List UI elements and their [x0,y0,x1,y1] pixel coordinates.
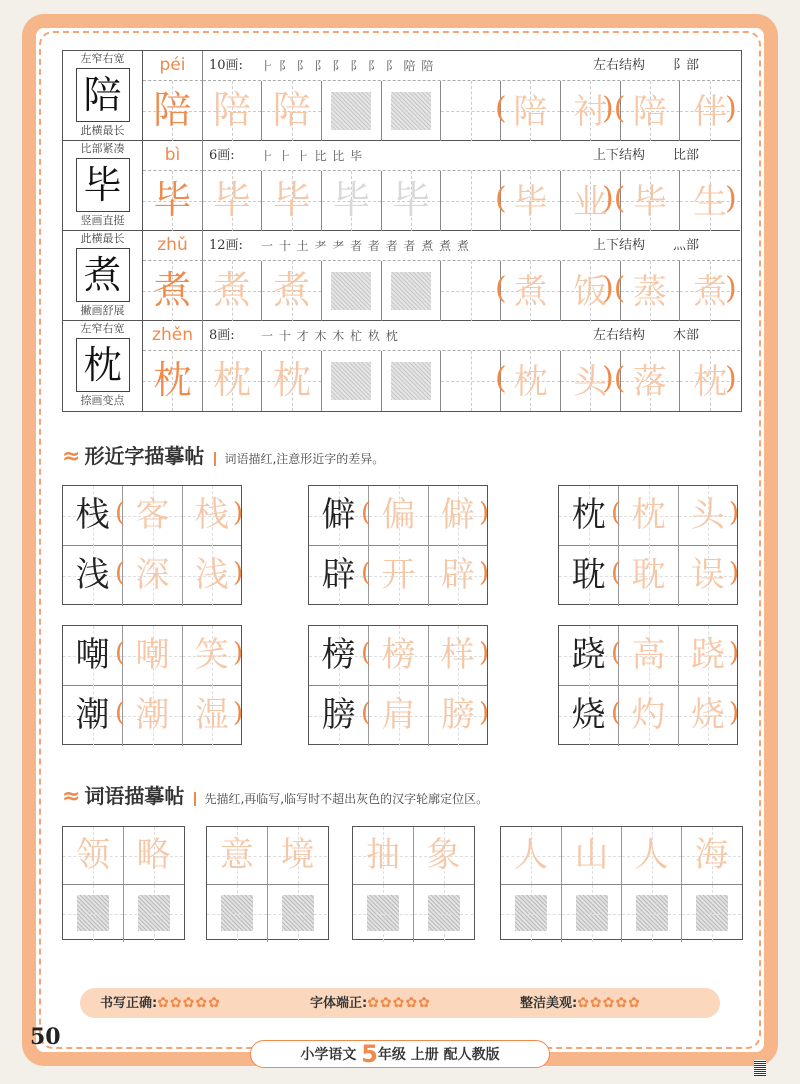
model-character: 陪 [76,68,130,122]
copy-cell[interactable] [322,81,382,141]
assessment-item: 字体端正:✿✿✿✿✿ [310,995,431,1011]
word-trace-cell[interactable]: 毕 [501,171,561,231]
word-trace-cell[interactable]: 头 [561,351,621,411]
paren-close: ) [479,698,490,728]
paren-open: ( [361,498,372,528]
paren-close: ) [725,271,737,306]
practice-grid [143,351,740,411]
practice-grid [143,171,740,231]
trace-cell[interactable]: 煮 [203,261,263,321]
word-trace-box [62,826,185,940]
paren-close: ) [479,498,490,528]
paren-open: ( [115,638,126,668]
word-copy-row [63,884,184,941]
similar-trace-cell[interactable]: 嘲 [122,626,181,686]
paren-open: ( [495,181,507,216]
word-trace-cell[interactable]: 蒸 [621,261,681,321]
character-side-panel [63,321,143,411]
paren-open: ( [495,271,507,306]
trace-cell[interactable]: 枕 [262,351,322,411]
similar-trace-cell[interactable]: 误 [678,546,737,606]
character-side-panel [63,141,143,230]
word-copy-cell[interactable] [63,885,123,942]
paren-close: ) [729,638,740,668]
copy-cell[interactable] [382,261,442,321]
paren-close: ) [479,558,490,588]
word-trace-cell[interactable]: 枕 [501,351,561,411]
word-trace-cell[interactable]: 业 [561,171,621,231]
word-copy-cell[interactable] [123,885,183,942]
trace-cell[interactable]: 陪 [203,81,263,141]
similar-trace-cell[interactable]: 榜 [368,626,427,686]
gray-trace-cell[interactable]: 毕 [382,171,442,231]
similar-char-row [309,626,490,686]
similar-trace-cell[interactable]: 头 [678,486,737,546]
word-copy-row [353,884,474,941]
stroke-order: 一 十 才 木 木 杧 杦 枕 [261,329,399,343]
similar-trace-cell[interactable]: 客 [122,486,181,546]
paren-open: ( [361,698,372,728]
trace-cell[interactable]: 陪 [262,81,322,141]
word-trace-cell[interactable]: 毕 [621,171,681,231]
paren-open: ( [361,558,372,588]
blank-cell[interactable] [441,171,501,231]
similar-char-box [62,625,242,745]
similar-char-box [62,485,242,605]
gray-trace-cell[interactable]: 毕 [322,171,382,231]
character-structure: 左右结构 [593,328,646,343]
outline-guide [636,895,668,931]
word-copy-row [207,884,328,941]
stroke-order: ⺊ ⻖ ⻖ 阝 阝 阝 阝 阝 陪 陪 [261,59,435,73]
pinyin: zhěn [143,321,203,351]
similar-char-row [63,686,244,746]
assessment-item: 书写正确:✿✿✿✿✿ [100,995,221,1011]
paren-open: ( [115,698,126,728]
model-character: 毕 [76,158,130,212]
word-trace-cell[interactable]: 煮 [680,261,740,321]
red-character-cell: 陪 [143,81,203,141]
pinyin: bì [143,141,203,171]
paren-open: ( [115,558,126,588]
book-footer: 小学语文 5年级 上册 配人教版 [250,1040,550,1068]
practice-grid [143,261,740,321]
copy-cell[interactable] [382,81,442,141]
word-copy-cell[interactable] [681,885,741,942]
word-copy-cell[interactable] [621,885,681,942]
similar-trace-cell[interactable]: 烧 [678,686,737,746]
trace-cell[interactable]: 毕 [203,171,263,231]
blank-cell[interactable] [441,81,501,141]
character-row [63,51,740,141]
similar-char-row [63,486,244,546]
grade-number: 5 [361,1040,378,1068]
word-trace-cell[interactable]: 领 [63,827,123,884]
paren-close: ) [725,91,737,126]
word-trace-cell[interactable]: 伴 [680,81,740,141]
stroke-count: 8画: [209,328,235,343]
paren-join: )( [602,181,626,216]
outline-guide [367,895,399,931]
outline-guide [576,895,608,931]
similar-trace-cell[interactable]: 僻 [428,486,487,546]
similar-char-box [558,485,738,605]
similar-trace-cell[interactable]: 灼 [618,686,677,746]
section-title-words: ≈ 词语描摹帖 先描红,再临写,临写时不超出灰色的汉字轮廓定位区。 [62,784,489,809]
similar-char-row [559,546,740,606]
similar-trace-cell[interactable]: 辟 [428,546,487,606]
word-copy-cell[interactable] [561,885,621,942]
paren-open: ( [495,91,507,126]
paren-open: ( [495,361,507,396]
radical: 阝部 [673,58,700,73]
similar-head-char: 僻 [309,486,368,546]
outline-guide [428,895,460,931]
word-trace-row [501,827,742,884]
similar-char-row [309,486,490,546]
word-trace-cell[interactable]: 山 [561,827,621,884]
paren-open: ( [611,498,622,528]
word-trace-row [353,827,474,884]
word-trace-cell[interactable]: 海 [681,827,741,884]
paren-join: )( [602,361,626,396]
word-trace-cell[interactable]: 人 [621,827,681,884]
page-number: 50 [30,1024,61,1050]
word-copy-cell[interactable] [267,885,327,942]
similar-head-char: 浅 [63,546,122,606]
word-trace-cell[interactable]: 人 [501,827,561,884]
corner-mark [754,1060,766,1076]
outline-guide [138,895,170,931]
red-character-cell: 煮 [143,261,203,321]
character-structure: 上下结构 [593,238,646,253]
radical: 灬部 [673,238,700,253]
paren-open: ( [611,638,622,668]
writing-tip-top: 比部紧凑 [80,142,125,155]
stroke-count: 6画: [209,148,235,163]
stroke-order: 一 十 土 耂 耂 者 者 者 者 煮 煮 煮 [261,239,470,253]
copy-cell[interactable] [382,351,442,411]
similar-trace-cell[interactable]: 跷 [678,626,737,686]
word-copy-cell[interactable] [413,885,473,942]
word-trace-cell[interactable]: 枕 [680,351,740,411]
similar-char-row [63,546,244,606]
section-note: 词语描红,注意形近字的差异。 [214,452,384,466]
paren-close: ) [725,361,737,396]
word-trace-cell[interactable]: 略 [123,827,183,884]
stroke-count: 12画: [209,238,243,253]
similar-head-char: 膀 [309,686,368,746]
character-practice-table [62,50,742,412]
self-assessment-bar [80,988,720,1018]
outline-guide [77,895,109,931]
character-row [63,141,740,231]
word-trace-cell[interactable]: 陪 [501,81,561,141]
similar-trace-cell[interactable]: 湿 [182,686,241,746]
similar-trace-cell[interactable]: 开 [368,546,427,606]
writing-tip-top: 此横最长 [80,232,125,245]
similar-char-box [308,485,488,605]
model-character: 枕 [76,338,130,392]
writing-tip-bottom: 捺画变点 [80,394,125,407]
similar-char-row [559,626,740,686]
word-trace-cell[interactable]: 陪 [621,81,681,141]
paren-close: ) [729,698,740,728]
stroke-info [203,231,740,261]
word-trace-box [352,826,475,940]
word-trace-cell[interactable]: 生 [680,171,740,231]
similar-head-char: 榜 [309,626,368,686]
similar-trace-cell[interactable]: 浅 [182,546,241,606]
word-trace-cell[interactable]: 煮 [501,261,561,321]
paren-close: ) [729,558,740,588]
paren-join: )( [602,271,626,306]
similar-head-char: 枕 [559,486,618,546]
similar-char-row [309,546,490,606]
copy-cell[interactable] [322,351,382,411]
similar-trace-cell[interactable]: 高 [618,626,677,686]
outline-guide [696,895,728,931]
copy-cell[interactable] [322,261,382,321]
similar-head-char: 嘲 [63,626,122,686]
similar-head-char: 潮 [63,686,122,746]
section-note: 先描红,再临写,临写时不超出灰色的汉字轮廓定位区。 [194,792,488,806]
similar-char-box [558,625,738,745]
writing-tip-top: 左窄右宽 [80,52,125,65]
outline-guide [515,895,547,931]
similar-trace-cell[interactable]: 肩 [368,686,427,746]
writing-tip-top: 左窄右宽 [80,322,125,335]
paren-join: )( [602,91,626,126]
star-rating[interactable]: ✿✿✿✿✿ [367,995,431,1011]
similar-char-row [309,686,490,746]
word-trace-cell[interactable]: 境 [267,827,327,884]
character-side-panel [63,51,143,140]
word-trace-cell[interactable]: 抽 [353,827,413,884]
similar-trace-cell[interactable]: 潮 [122,686,181,746]
stroke-order: ⺊ ⺊ ⺊ 比 比 毕 [261,149,364,163]
trace-cell[interactable]: 煮 [262,261,322,321]
word-trace-box [206,826,329,940]
paren-open: ( [611,558,622,588]
star-rating[interactable]: ✿✿✿✿✿ [157,995,221,1011]
model-character: 煮 [76,248,130,302]
star-rating[interactable]: ✿✿✿✿✿ [577,995,641,1011]
paren-close: ) [233,558,244,588]
paren-close: ) [725,181,737,216]
wave-icon: ≈ [62,444,81,469]
similar-trace-cell[interactable]: 偏 [368,486,427,546]
pinyin: zhǔ [143,231,203,261]
similar-head-char: 烧 [559,686,618,746]
paren-open: ( [361,638,372,668]
word-copy-cell[interactable] [501,885,561,942]
trace-cell[interactable]: 毕 [262,171,322,231]
character-structure: 左右结构 [593,58,646,73]
writing-tip-bottom: 此横最长 [80,124,125,137]
red-character-cell: 枕 [143,351,203,411]
similar-trace-cell[interactable]: 耽 [618,546,677,606]
wave-icon: ≈ [62,784,81,809]
similar-char-row [63,626,244,686]
red-character-cell: 毕 [143,171,203,231]
similar-trace-cell[interactable]: 笑 [182,626,241,686]
word-trace-cell[interactable]: 衬 [561,81,621,141]
similar-head-char: 耽 [559,546,618,606]
paren-open: ( [115,498,126,528]
writing-tip-bottom: 撇画舒展 [80,304,125,317]
word-copy-cell[interactable] [353,885,413,942]
word-trace-cell[interactable]: 象 [413,827,473,884]
section-title-similar: ≈ 形近字描摹帖 词语描红,注意形近字的差异。 [62,444,385,469]
outline-guide [282,895,314,931]
similar-trace-cell[interactable]: 栈 [182,486,241,546]
paren-close: ) [479,638,490,668]
paren-close: ) [233,498,244,528]
character-side-panel [63,231,143,320]
blank-cell[interactable] [441,261,501,321]
similar-head-char: 跷 [559,626,618,686]
character-row [63,231,740,321]
similar-trace-cell[interactable]: 深 [122,546,181,606]
radical: 比部 [673,148,700,163]
word-copy-row [501,884,742,941]
stroke-info [203,321,740,351]
outline-guide [221,895,253,931]
character-structure: 上下结构 [593,148,646,163]
similar-trace-cell[interactable]: 枕 [618,486,677,546]
writing-tip-bottom: 竖画直挺 [80,214,125,227]
assessment-item: 整洁美观:✿✿✿✿✿ [520,995,641,1011]
similar-trace-cell[interactable]: 膀 [428,686,487,746]
stroke-info [203,51,740,81]
paren-open: ( [611,698,622,728]
blank-cell[interactable] [441,351,501,411]
similar-char-box [308,625,488,745]
stroke-count: 10画: [209,58,243,73]
stroke-info [203,141,740,171]
word-trace-box [500,826,743,940]
word-trace-cell[interactable]: 落 [621,351,681,411]
paren-close: ) [233,698,244,728]
similar-char-row [559,686,740,746]
radical: 木部 [673,328,700,343]
similar-head-char: 辟 [309,546,368,606]
word-copy-cell[interactable] [207,885,267,942]
paren-close: ) [729,498,740,528]
word-trace-row [207,827,328,884]
word-trace-cell[interactable]: 饭 [561,261,621,321]
similar-trace-cell[interactable]: 样 [428,626,487,686]
similar-char-row [559,486,740,546]
practice-grid [143,81,740,141]
pinyin: péi [143,51,203,81]
trace-cell[interactable]: 枕 [203,351,263,411]
word-trace-cell[interactable]: 意 [207,827,267,884]
paren-close: ) [233,638,244,668]
similar-head-char: 栈 [63,486,122,546]
character-row [63,321,740,411]
word-trace-row [63,827,184,884]
